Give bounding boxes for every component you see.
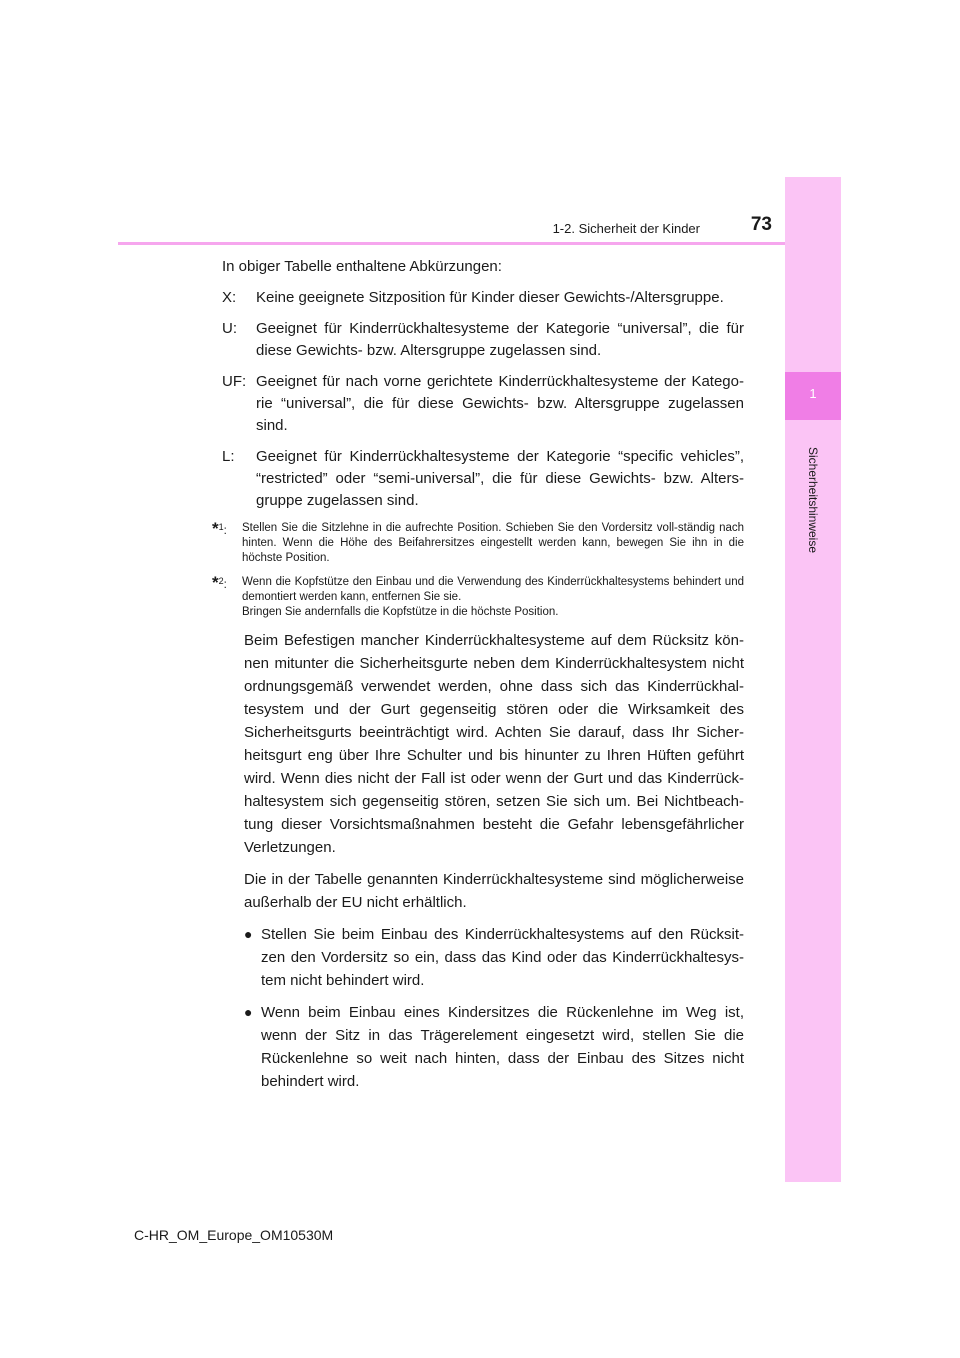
abbreviation-item — [222, 371, 744, 437]
bullet-icon: ● — [244, 1004, 253, 1020]
page-number: 73 — [750, 214, 772, 235]
abbreviations-intro: In obiger Tabelle enthaltene Abkürzungen: — [222, 258, 502, 275]
abbreviation-text: Geeignet für nach vorne gerichtete Kinderrückhaltesysteme der Katego-rie “universal”, die für diese Gewichts- bzw. Altersgruppe zugelassen sind. — [256, 373, 744, 434]
footnote-2 — [212, 575, 744, 620]
bullet-text: Wenn beim Einbau eines Kindersitzes die Rückenlehne im Weg ist, wenn der Sitz in das Trägerelement eingesetzt wird, stellen Sie die Rückenlehne so weit nach hinten, dass der Einbau des Sitzes nicht behindert wird. — [261, 1004, 744, 1090]
footnote-1 — [212, 521, 744, 566]
bullet-icon: ● — [244, 926, 253, 942]
footnote-text: Wenn die Kopfstütze den Einbau und die Verwendung des Kinderrückhaltesystems behindert und demontiert werden kann, entfernen Sie sie. Bringen Sie andernfalls die Kopfstütze in die höchste Position. — [242, 576, 744, 618]
footnote-marker: *$^2$: — [212, 573, 227, 592]
abbreviation-item — [222, 446, 744, 512]
abbreviation-key: U: — [222, 320, 237, 337]
abbreviation-item — [222, 318, 744, 362]
chapter-side-tab — [785, 177, 841, 1182]
abbreviation-text: Keine geeignete Sitzposition für Kinder dieser Gewichts-/Altersgruppe. — [256, 289, 724, 306]
bullet-item — [244, 923, 744, 992]
body-paragraph: Die in der Tabelle genannten Kinderrückhaltesysteme sind möglicherweise außerhalb der EU nicht erhältlich. — [244, 871, 744, 911]
header-rule — [118, 242, 785, 245]
section-title: 1-2. Sicherheit der Kinder — [552, 221, 700, 236]
abbreviation-item — [222, 287, 744, 309]
abbreviation-text: Geeignet für Kinderrückhaltesysteme der Kategorie “specific vehicles”, “restricted” oder “semi-universal”, die für diese Gewichts- bzw. Alters-gruppe zugelassen sind. — [256, 448, 744, 509]
abbreviation-key: L: — [222, 448, 235, 465]
bullet-text: Stellen Sie beim Einbau des Kinderrückhaltesystems auf den Rücksit-zen den Vordersitz so ein, dass das Kind oder das Kinderrückhaltesys-tem nicht behindert wird. — [261, 926, 744, 989]
abbreviation-key: X: — [222, 289, 237, 306]
page-content — [212, 256, 744, 1102]
body-paragraph: Beim Befestigen mancher Kinderrückhaltesysteme auf dem Rücksitz kön-nen mitunter die Sicherheitsgurte neben dem Kinderrückhaltesystem nicht ordnungsgemäß verwendet werden, ohne dass sich das Kinderrückhal-tesystem und der Gurt gegenseitig stören oder die Wirksamkeit des Sicherheitsgurts beeinträchtigt wird. Achten Sie darauf, dass Ihr Sicher-heitsgurt eng über Ihre Schulter und bis hinunter zu Ihren Hüften geführt wird. Wenn dies nicht der Fall ist oder wenn der Gurt und das Kinderrück-haltesystem sich gegenseitig stören, setzen Sie sich um. Bei Nichtbeach-tung dieser Vorsichtsmaßnahmen besteht die Gefahr lebensgefährlicher Verletzungen. — [244, 632, 744, 856]
chapter-number: 1 — [809, 386, 817, 401]
footnote-marker: *$^1$: — [212, 519, 227, 538]
abbreviation-key: UF: — [222, 373, 247, 390]
footnote-text: Stellen Sie die Sitzlehne in die aufrechte Position. Schieben Sie den Vordersitz voll-ständig nach hinten. Wenn die Höhe des Beifahrersitzes eingestellt werden kann, bewegen Sie ihn in die höchste Position. — [242, 522, 744, 564]
document-code: C-HR_OM_Europe_OM10530M — [134, 1227, 334, 1243]
chapter-title: Sicherheitshinweise — [806, 446, 820, 554]
bullet-item — [244, 1001, 744, 1093]
abbreviation-text: Geeignet für Kinderrückhaltesysteme der Kategorie “universal”, die für diese Gewichts- bzw. Altersgruppe zugelassen sind. — [256, 320, 744, 359]
